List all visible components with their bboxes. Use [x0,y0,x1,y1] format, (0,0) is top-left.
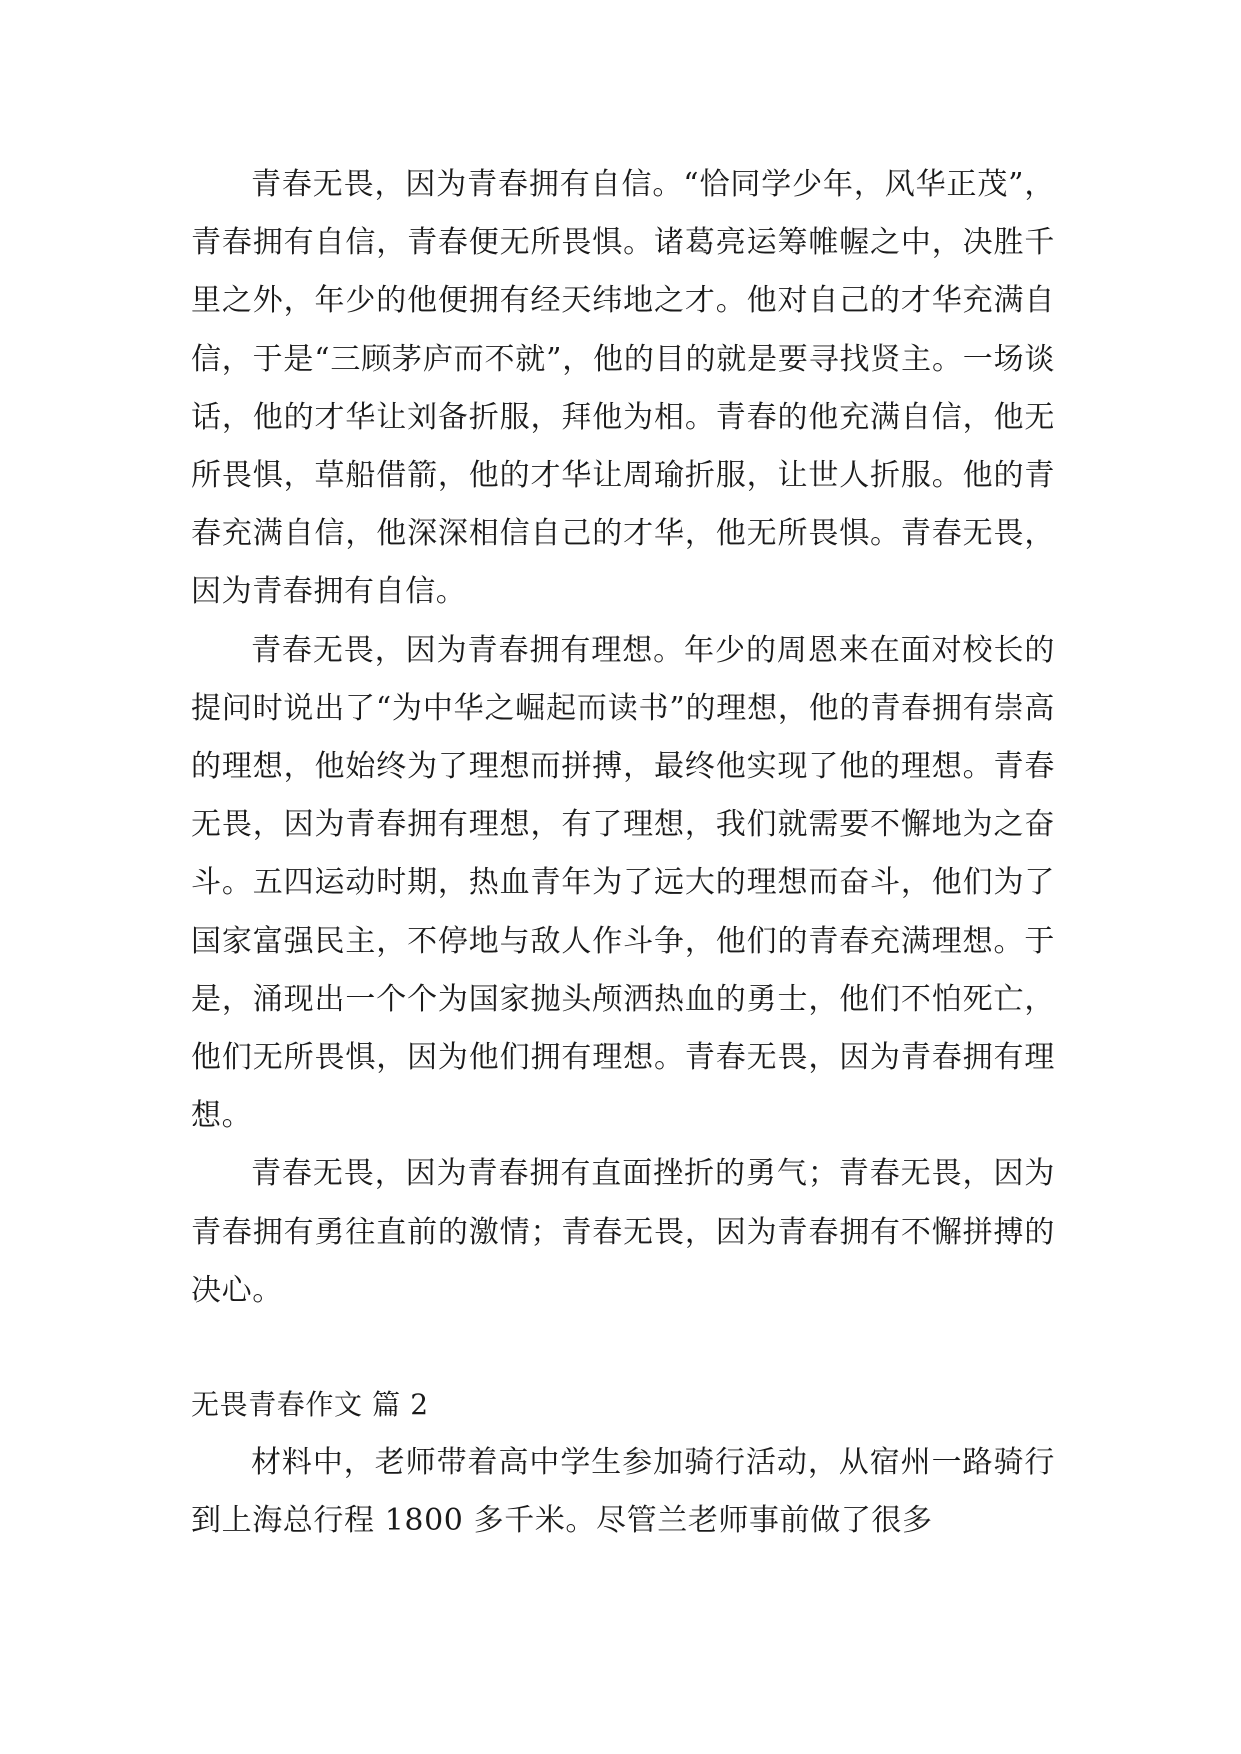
paragraph-ideals: 青春无畏，因为青春拥有理想。年少的周恩来在面对校长的提问时说出了“为中华之崛起而读书”的理想，他的青春拥有崇高的理想，他始终为了理想而拼搏，最终他实现了他的理想。青春无畏，因为青春拥有理想，有了理想，我们就需要不懈地为之奋斗。五四运动时期，热血青年为了远大的理想而奋斗，他们为了国家富强民主，不停地与敌人作斗争，他们的青春充满理想。于是，涌现出一个个为国家抛头颅洒热血的勇士，他们不怕死亡，他们无所畏惧，因为他们拥有理想。青春无畏，因为青春拥有理想。 [191,632,1055,1134]
section-heading: 无畏青春作文 篇 2 [191,1388,429,1422]
paragraph-material: 材料中，老师带着高中学生参加骑行活动，从宿州一路骑行到上海总行程 1800 多千米。尽管兰老师事前做了很多 [191,1445,1055,1539]
paragraph-confidence: 青春无畏，因为青春拥有自信。“恰同学少年，风华正茂”，青春拥有自信，青春便无所畏惧。诸葛亮运筹帷幄之中，决胜千里之外，年少的他便拥有经天纬地之才。他对自己的才华充满自信，于是“三顾茅庐而不就”，他的目的就是要寻找贤主。一场谈话，他的才华让刘备折服，拜他为相。青春的他充满自信，他无所畏惧，草船借箭，他的才华让周瑜折服，让世人折服。他的青春充满自信，他深深相信自己的才华，他无所畏惧。青春无畏，因为青春拥有自信。 [191,167,1055,610]
document-body [191,156,1055,1550]
paragraph-courage: 青春无畏，因为青春拥有直面挫折的勇气；青春无畏，因为青春拥有勇往直前的激情；青春无畏，因为青春拥有不懈拼搏的决心。 [191,1156,1055,1308]
